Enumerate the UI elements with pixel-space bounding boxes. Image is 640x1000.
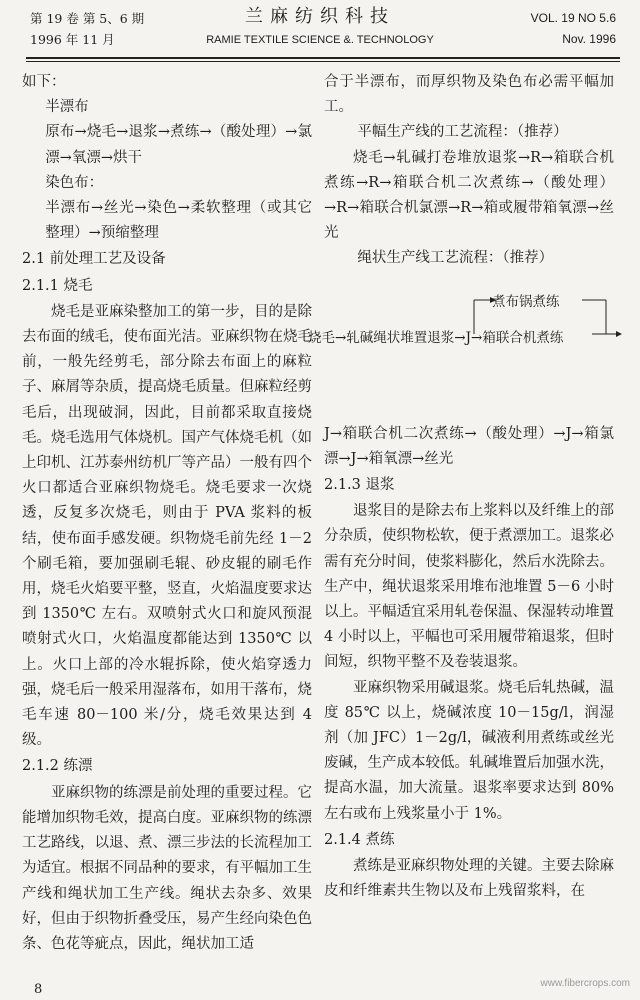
paragraph: 合于半漂布，而厚织物及染色布必需平幅加工。	[324, 74, 614, 116]
publication-date-cn: 1996 年 11 月	[30, 32, 115, 47]
flow-main-line: 烧毛→轧碱绳状堆置退浆→J→箱联合机煮练	[308, 329, 564, 346]
header-right	[531, 8, 616, 50]
paragraph-boiling: 煮练是亚麻织物处理的关键。主要去除麻皮和纤维素共生物以及布上残留浆料，在	[324, 858, 614, 900]
open-width-process-flow: 烧毛→轧碱打卷堆放退浆→R→箱联合机煮练→R→箱联合机二次煮练→（酸处理）→R→箱联合机氯漂→R→箱或履带箱氧漂→丝光	[324, 149, 614, 242]
process-flow-semi-bleached: 原布→烧毛→退浆→煮练→（酸处理）→氯漂→氧漂→烘干	[45, 124, 312, 166]
section-heading-2-1: 2.1 前处理工艺及设备	[22, 251, 166, 268]
section-heading-2-1-2: 2.1.2 练漂	[22, 758, 93, 775]
paragraph-alkali-desizing: 亚麻织物采用碱退浆。烧毛后轧热碱，温度 85℃ 以上，烧碱浓度 10－15g/l，润湿剂（加 JFC）1－2g/l，碱液利用煮练或丝光废碱，生产成本较低。轧碱堆置后加强水洗，提高水温，加大流量。退浆率要求达到 80% 左右或布上残浆量小于 1%。	[324, 679, 614, 822]
volume-issue-cn: 第 19 卷 第 5、6 期	[30, 11, 145, 26]
left-column	[22, 70, 312, 957]
watermark: www.fibercrops.com	[540, 978, 630, 989]
publication-date-en: Nov. 1996	[562, 32, 616, 46]
journal-header	[0, 0, 640, 60]
paragraph-singeing: 烧毛是亚麻染整加工的第一步，目的是除去布面的绒毛，使布面光洁。亚麻织物在烧毛前，一般先经剪毛，部分除去布面上的麻粒子、麻屑等杂质，提高烧毛质量。但麻粒经剪毛后，出现破洞，因此，目前都采取直接烧毛。烧毛选用气体烧机。国产气体烧毛机（如上印机、江苏泰州纺机厂等产品）一般有四个火口都适合亚麻织物烧毛。烧毛要求一次烧透，反复多次烧毛，则由于 PVA 浆料的板结，使布面手感发硬。织物烧毛前先经 1－2 个刷毛箱，要加强刷毛辊、砂皮辊的刷毛作用，烧毛火焰要平整，竖直，火焰温度要求达到 1350℃ 左右。双喷射式火口和旋风预混喷射式火口，火焰温度都能达到 1350℃ 以上。火口上部的冷水辊拆除，使火焰穿透力强，烧毛后一般采用湿落布，如用干落布，烧毛车速 80－100 米/分，烧毛效果达到 4 级。	[22, 303, 312, 749]
journal-title-en: RAMIE TEXTILE SCIENCE &. TECHNOLOGY	[206, 34, 434, 46]
open-width-line-heading: 平幅生产线的工艺流程：（推荐）	[357, 124, 568, 141]
section-heading-2-1-1: 2.1.1 烧毛	[22, 277, 93, 294]
section-heading-2-1-4: 2.1.4 煮练	[324, 831, 395, 848]
rope-line-heading: 绳状生产线工艺流程：（推荐）	[357, 250, 554, 267]
header-left	[30, 8, 144, 50]
paragraph-desizing: 退浆目的是除去布上浆料以及纤维上的部分杂质，使织物松软，便于煮漂加工。退浆必需有充分时间，使浆料膨化，然后水洗除去。生产中，绳状退浆采用堆布池堆置 5－6 小时以上。平幅适宜采用轧卷保温、保湿转动堆置 4 小时以上，平幅也可采用履带箱退浆，但时间短，织物平整不及卷装退浆。	[324, 503, 614, 671]
journal-title-cn: 兰麻纺织科技	[245, 6, 395, 27]
header-center	[170, 6, 470, 48]
section-heading-2-1-3: 2.1.3 退浆	[324, 477, 395, 494]
paragraph: 如下：	[22, 74, 66, 90]
category-label-semi-bleached: 半漂布	[45, 99, 89, 116]
rope-process-flow-diagram	[308, 272, 614, 422]
header-rule-thick	[26, 57, 620, 59]
header-rule-thin	[26, 61, 620, 62]
category-label-dyed: 染色布：	[45, 174, 104, 191]
paragraph-scouring-bleaching: 亚麻织物的练漂是前处理的重要过程。它能增加织物毛效，提高白度。亚麻织物的练漂工艺路线，以退、煮、漂三步法的长流程加工为适宜。根据不同品种的要求，有平幅加工生产线和绳状加工生产线。绳状去杂多、效果好，但由于织物折叠受压，易产生经向染色色条、色花等疵点，因此，绳状加工适	[22, 784, 312, 952]
flow-branch-kier-boiling: 煮布锅煮练	[492, 293, 560, 310]
right-column	[308, 70, 614, 904]
process-flow-dyed: 半漂布→丝光→染色→柔软整理（或其它整理）→预缩整理	[45, 200, 312, 242]
rope-process-flow-continued: J→箱联合机二次煮练→（酸处理）→J→箱氯漂→J→箱氧漂→丝光	[324, 425, 614, 467]
volume-issue-en: VOL. 19 NO 5.6	[530, 11, 616, 25]
page-number: 8	[34, 982, 43, 997]
